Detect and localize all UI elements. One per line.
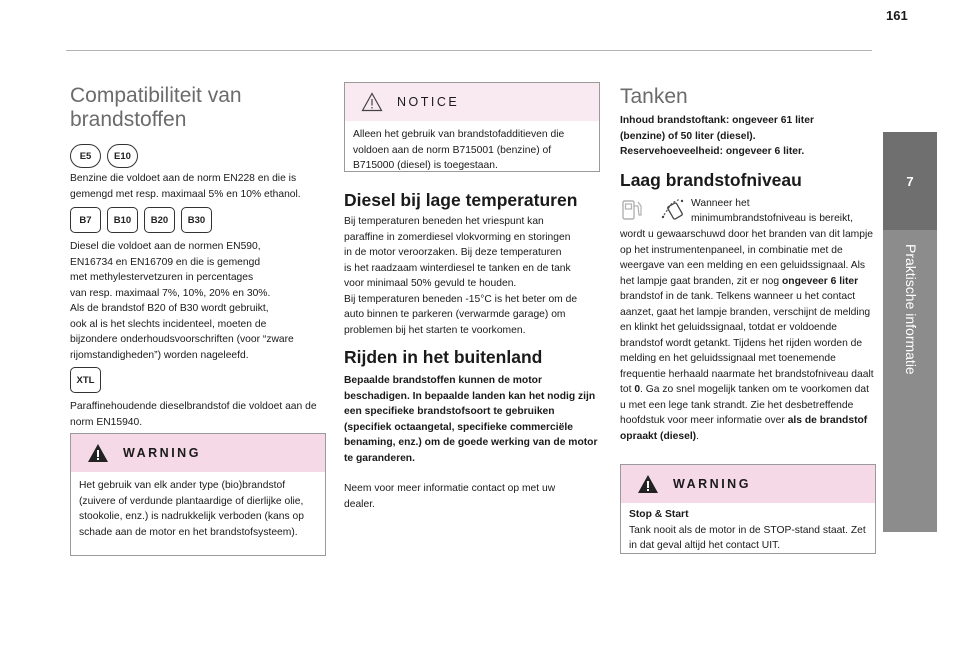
notice-title: NOTICE [397, 95, 460, 109]
notice-box-additives [344, 82, 600, 172]
notice-header [345, 83, 599, 121]
warning-box-stop-start [620, 464, 876, 554]
abroad-text: Neem voor meer informatie contact op met uw dealer. [344, 483, 556, 510]
section-title-diesel-cold: Diesel bij lage temperaturen [344, 190, 578, 210]
low-fuel-intro-2: minimumbrandstofniveau is bereikt, [691, 213, 853, 224]
badge-b20: B20 [144, 207, 175, 233]
petrol-badges [70, 144, 138, 168]
top-divider [66, 50, 872, 51]
xtl-badges [70, 367, 101, 393]
badge-b10: B10 [107, 207, 138, 233]
warning-header-stop-start [621, 465, 875, 503]
low-fuel-intro-1: Wanneer het [691, 198, 750, 209]
diesel-cold-text: Bij temperaturen beneden het vriespunt kan paraffine in zomerdiesel vlokvorming en storingen in de motor veroorzaken. Bij deze temperaturen is het raadzaam winterdiesel te tanken en de tank voor minimaal 50% gevuld te houden. Bij temperaturen beneden -15°C is het beter om de auto binnen te parkeren (verwarmde garage) om problemen bij het starten te voorkomen. [344, 216, 578, 336]
fuel-pump-icon [620, 197, 648, 221]
fuel-gauge-warning-icon [658, 195, 688, 223]
notice-triangle-icon [361, 92, 383, 112]
diesel-badges [70, 207, 212, 233]
warning-title: WARNING [123, 446, 201, 460]
warning-box-fuel [70, 433, 326, 556]
section-title-compatibility: Compatibiliteit van brandstoffen [70, 84, 242, 131]
warning-subtitle-stop-start: Stop & Start [629, 509, 689, 520]
tank-capacity: Inhoud brandstoftank: ongeveer 61 liter (benzine) of 50 liter (diesel). Reservehoeveelheid: ongeveer 6 liter. [620, 115, 814, 157]
xtl-text: Paraffinehoudende dieselbrandstof die voldoet aan de norm EN15940. [70, 401, 317, 428]
page-number: 161 [886, 8, 908, 23]
warning-header [71, 434, 325, 472]
chapter-title: Praktische informatie [903, 244, 919, 375]
warning-triangle-icon [87, 443, 109, 463]
badge-e10: E10 [107, 144, 138, 168]
diesel-text: Diesel die voldoet aan de normen EN590, EN16734 en EN16709 en die is gemengd met methylestervetzuren in percentages van resp. maximaal 7%, 10%, 20% en 30%. Als de brandstof B20 of B30 wordt gebruikt, ook al is het slechts incidenteel, moeten de bijzondere onderhoudsvoorschriften (voor “zware rijomstandigheden”) worden nageleefd. [70, 241, 294, 361]
warning-text: Het gebruik van elk ander type (bio)brandstof (zuivere of verdunde plantaardige of dierlijke olie, stookolie, enz.) is nadrukkelijk verboden (kans op schade aan de motor en het brandstofsysteem). [79, 480, 304, 538]
section-title-abroad: Rijden in het buitenland [344, 347, 543, 367]
warning-text-stop-start: Tank nooit als de motor in de STOP-stand staat. Zet in dat geval altijd het contact UIT. [629, 524, 866, 551]
warning-body-stop-start [621, 503, 875, 562]
badge-xtl: XTL [70, 367, 101, 393]
badge-e5: E5 [70, 144, 101, 168]
section-title-tanken: Tanken [620, 85, 688, 108]
petrol-text: Benzine die voldoet aan de norm EN228 en die is gemengd met resp. maximaal 5% en 10% ethanol. [70, 173, 301, 200]
warning-triangle-icon [637, 474, 659, 494]
chapter-number: 7 [883, 132, 937, 230]
badge-b7: B7 [70, 207, 101, 233]
section-title-low-fuel: Laag brandstofniveau [620, 170, 802, 190]
low-fuel-text: wordt u gewaarschuwd door het branden van dit lampje op het instrumentenpaneel, in combinatie met de weergave van een melding en een geluidssignaal. Als het lampje gaat branden, zit er nog ongeveer 6 liter brandstof in de tank. Telkens wanneer u het contact aanzet, gaat het lampje branden, verschijnt de melding en klinkt het geluidssignaal, totdat er voldoende brandstof wordt getankt. Tijdens het rijden worden de melding en het geluidssignaal met toenemende frequentie herhaald naarmate het brandstofniveau daalt tot 0. Ga zo snel mogelijk tanken om te voorkomen dat u met een lege tank strandt. Zie het desbetreffende hoofdstuk voor meer informatie over als de brandstof opraakt (diesel). [620, 229, 874, 442]
abroad-bold-text: Bepaalde brandstoffen kunnen de motor beschadigen. In bepaalde landen kan het nodig zijn een specifieke brandstofsoort te gebruiken (specifiek octaangetal, specifieke commerciële benaming, enz.) om de goede werking van de motor te garanderen. [344, 375, 598, 464]
notice-text: Alleen het gebruik van brandstofadditieven die voldoen aan de norm B715001 (benzine) of B715000 (diesel) is toegestaan. [353, 129, 565, 171]
badge-b30: B30 [181, 207, 212, 233]
warning-title-stop-start: WARNING [673, 477, 751, 491]
